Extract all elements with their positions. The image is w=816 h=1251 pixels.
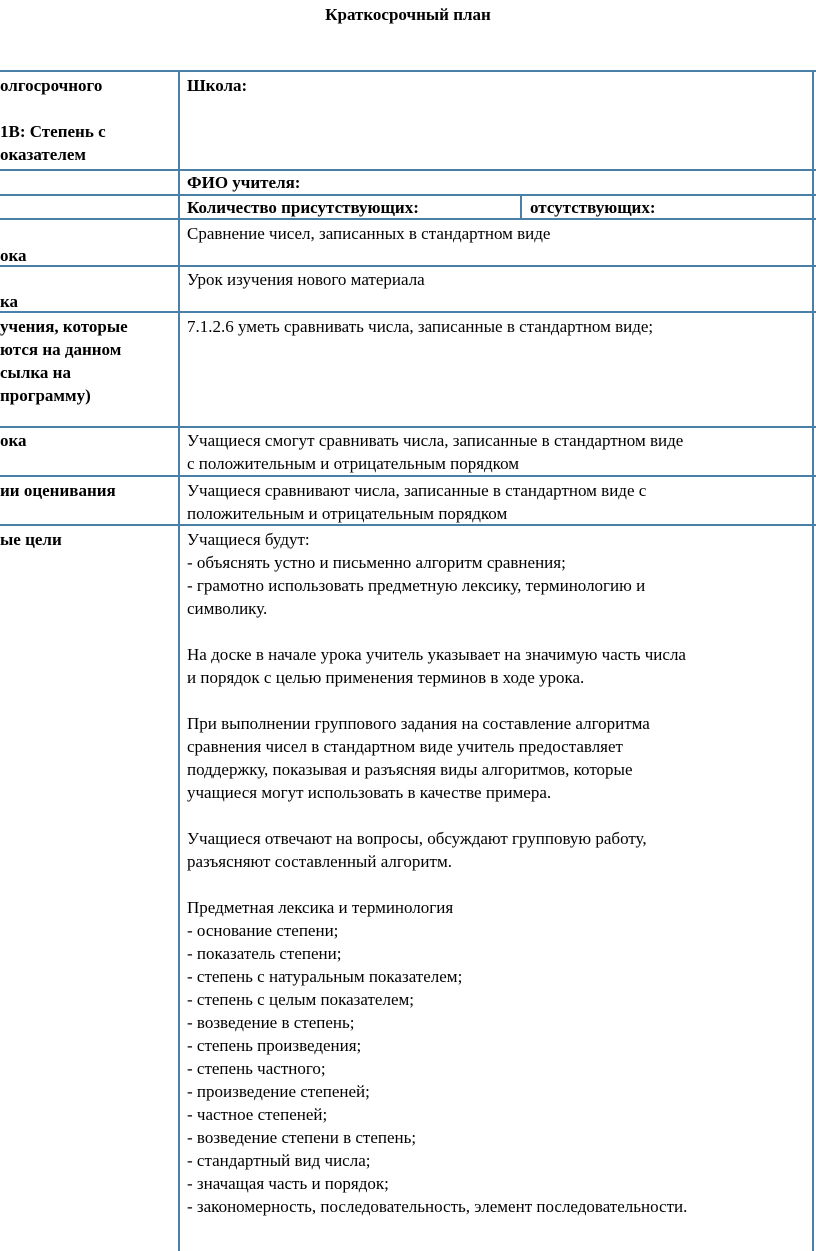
lesson-topic-value: Сравнение чисел, записанных в стандартном виде <box>187 224 551 243</box>
row-divider <box>0 426 816 428</box>
lesson-goals-value: Учащиеся смогут сравнивать числа, записанные в стандартном виде с положительным и отрицательным порядком <box>187 431 684 473</box>
assessment-criteria-value: Учащиеся сравнивают числа, записанные в стандартном виде с положительным и отрицательным порядком <box>187 481 647 523</box>
long-term-plan-label: олгосрочного 1В: Степень с оказателем <box>0 76 106 164</box>
learning-objectives-value: 7.1.2.6 уметь сравнивать числа, записанные в стандартном виде; <box>187 317 654 336</box>
lesson-type-label: ка <box>0 292 19 311</box>
learning-objectives-label: учения, которые ются на данном сылка на программу) <box>0 317 128 405</box>
language-goals-value: Учащиеся будут: - объяснять устно и письменно алгоритм сравнения; - грамотно использовать предметную лексику, терминологию и символику. На доске в начале урока учитель указывает на значимую часть числа и порядок с целью применения терминов в ходе урока. При выполнении группового задания на составление алгоритма сравнения чисел в стандартном виде учитель предоставляет поддержку, показывая и разъясняя виды алгоритмов, которые учащиеся могут использовать в качестве примера. Учащиеся отвечают на вопросы, обсуждают групповую работу, разъясняют составленный алгоритм. Предметная лексика и терминология - основание степени; - показатель степени; - степень с натуральным показателем; - степень с целым показателем; - возведение в степень; - степень произведения; - степень частного; - произведение степеней; - частное степеней; - возведение степени в степень; - стандартный вид числа; - значащая часть и порядок; - закономерность, последовательность, элемент последовательности. <box>187 530 688 1216</box>
lesson-goals-label: ока <box>0 431 27 450</box>
table-border-right <box>812 70 814 1251</box>
row-divider <box>0 265 816 267</box>
table-border-top <box>0 70 816 72</box>
page-title: Краткосрочный план <box>325 5 491 24</box>
column-divider-inner <box>520 194 522 220</box>
assessment-criteria-label: ии оценивания <box>0 481 116 500</box>
lesson-type-value: Урок изучения нового материала <box>187 270 425 289</box>
absent-count-label: отсутствующих: <box>530 198 656 217</box>
lesson-topic-label: ока <box>0 246 27 265</box>
column-divider <box>178 70 180 1251</box>
row-divider <box>0 311 816 313</box>
language-goals-label: ые цели <box>0 530 62 549</box>
teacher-name-label: ФИО учителя: <box>187 173 301 192</box>
present-count-label: Количество присутствующих: <box>187 198 419 217</box>
school-label: Школа: <box>187 76 248 95</box>
row-divider <box>0 475 816 477</box>
